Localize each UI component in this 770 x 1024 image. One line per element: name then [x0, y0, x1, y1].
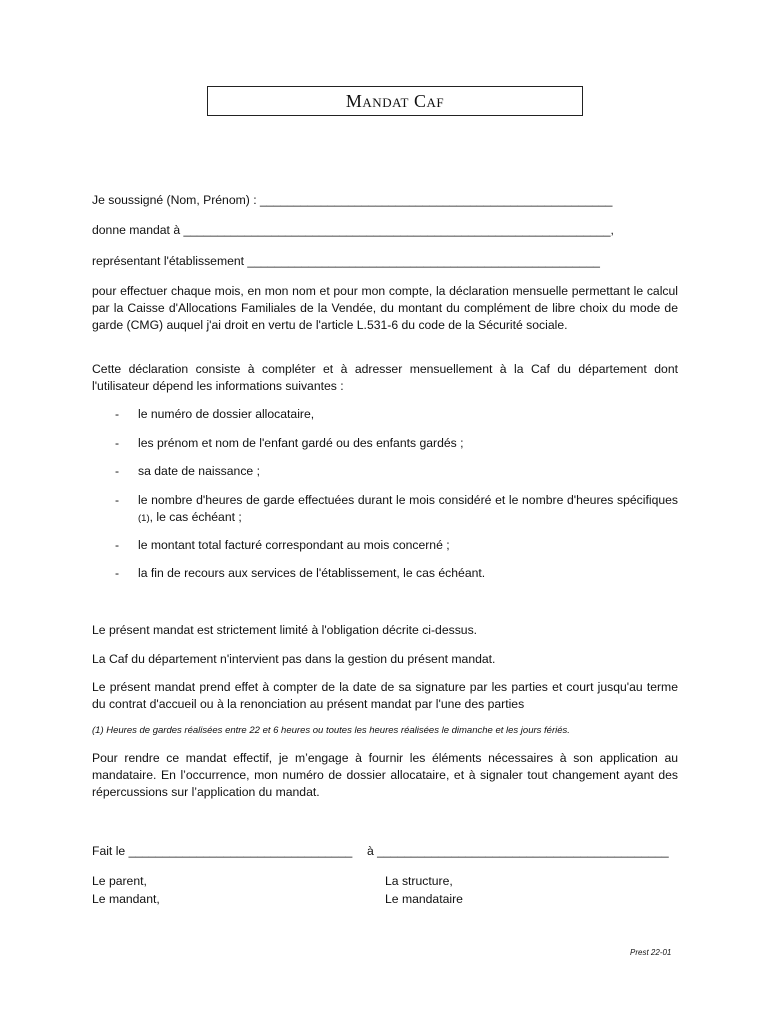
list-item-text [138, 492, 678, 527]
list-item-tail: , le cas échéant ; [149, 510, 242, 524]
fait-le-field: Fait le _________________________________ [92, 844, 353, 858]
field-soussigne: Je soussigné (Nom, Prénom) : ____________________________________________________ [92, 193, 613, 207]
field-mandat: donne mandat à _______________________________________________________________, [92, 223, 614, 237]
paragraph-declaration: Cette déclaration consiste à compléter et à adresser mensuellement à la Caf du département dont l'utilisateur dépend les informations suivantes : [92, 362, 678, 393]
list-item [115, 435, 464, 452]
signature-mandant-label: Le mandant, [92, 892, 160, 906]
paragraph-purpose: pour effectuer chaque mois, en mon nom et pour mon compte, la déclaration mensuelle permettant le calcul par la Caisse d'Allocations Familiales de la Vendée, du montant du complément de libre choix du mode de garde (CMG) auquel j'ai droit en vertu de l'article L.531-6 du code de la Sécurité sociale. [92, 284, 678, 332]
footnote-ref: (1) [138, 513, 150, 524]
paragraph-caf: La Caf du département n'intervient pas dans la gestion du présent mandat. [92, 652, 496, 666]
list-item-text: les prénom et nom de l'enfant gardé ou des enfants gardés ; [138, 436, 464, 450]
bullet-dash: - [115, 464, 120, 478]
paragraph-commitment: Pour rendre ce mandat effectif, je m’engage à fournir les éléments nécessaires à son application au mandataire. En l’occurrence, mon numéro de dossier allocataire, et à signaler tout changement ayant des répercussions sur l’application du mandat. [92, 751, 678, 799]
bullet-dash: - [115, 493, 120, 507]
list-item [115, 463, 260, 480]
list-item-main: le nombre d'heures de garde effectuées durant le mois considéré et le nombre d'heures spécifiques [138, 493, 678, 507]
signature-parent-label: Le parent, [92, 874, 147, 888]
footer-reference: Prest 22-01 [630, 948, 672, 957]
paragraph-effect: Le présent mandat prend effet à compter de la date de sa signature par les parties et court jusqu'au terme du contrat d'accueil ou à la renonciation au présent mandat par l'une des parties [92, 680, 678, 711]
signature-mandataire-label: Le mandataire [385, 892, 463, 906]
field-etablissement: représentant l'établissement ____________________________________________________ [92, 254, 600, 268]
list-item-text: sa date de naissance ; [138, 464, 260, 478]
list-item [115, 406, 315, 423]
list-item-text: le montant total facturé correspondant au mois concerné ; [138, 538, 450, 552]
list-item-text: la fin de recours aux services de l'établissement, le cas échéant. [138, 566, 486, 580]
document-title: Mandat Caf [207, 86, 583, 116]
bullet-dash: - [115, 538, 120, 552]
paragraph-limit: Le présent mandat est strictement limité à l'obligation décrite ci-dessus. [92, 623, 478, 637]
list-item [115, 537, 450, 554]
list-item [115, 492, 678, 524]
bullet-dash: - [115, 436, 120, 450]
bullet-dash: - [115, 566, 120, 580]
list-item-text: le numéro de dossier allocataire, [138, 407, 315, 421]
list-item [115, 565, 486, 582]
lieu-field: à ___________________________________________ [367, 844, 669, 858]
footnote: (1) Heures de gardes réalisées entre 22 et 6 heures ou toutes les heures réalisées le dimanche et les jours fériés. [92, 725, 570, 736]
signature-structure-label: La structure, [385, 874, 453, 888]
bullet-dash: - [115, 407, 120, 421]
